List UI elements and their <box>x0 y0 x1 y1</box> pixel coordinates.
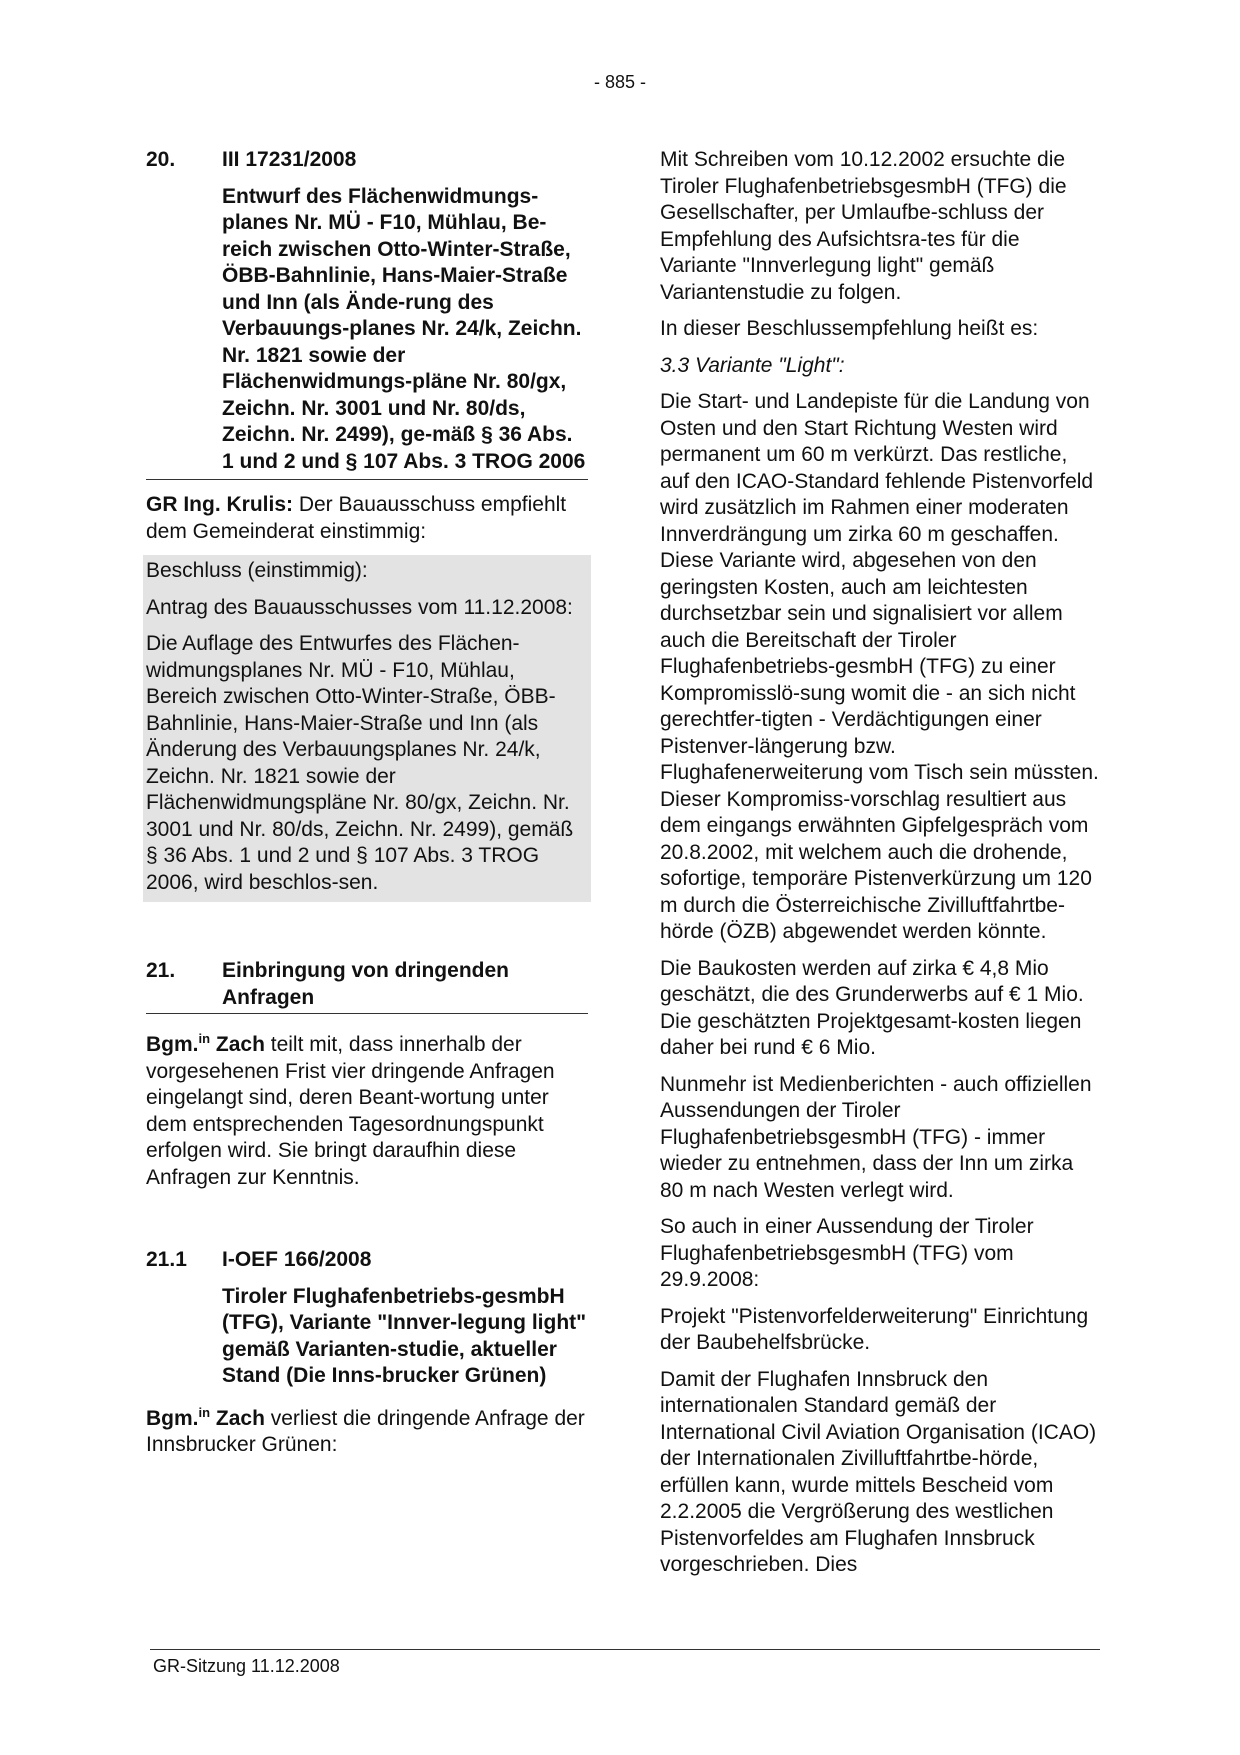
agenda-item-21 <box>146 958 588 1191</box>
agenda-item-21-1 <box>146 1247 588 1459</box>
item-20-reference: III 17231/2008 <box>222 148 357 171</box>
quote-heading: 3.3 Variante "Light": <box>660 353 845 377</box>
item-21-1-reference: I-OEF 166/2008 <box>222 1248 372 1271</box>
right-paragraph: In dieser Beschlussempfehlung heißt es: <box>660 317 1039 340</box>
item-21-1-title: Tiroler Flughafenbetriebs-gesmbH (TFG), Variante "Innver-legung light" gemäß Varianten-studie, aktueller Stand (Die Inns-brucker Grünen) <box>222 1284 587 1387</box>
item-21-title: Einbringung von dringenden Anfragen <box>222 959 509 1009</box>
agenda-item-20 <box>146 147 588 902</box>
left-column <box>146 147 588 1459</box>
item-21-body: teilt mit, dass innerhalb der vorgesehenen Frist vier dringende Anfragen eingelangt sind, deren Beant-wortung unter dem entsprechenden Tagesordnungspunkt erfolgen wird. Sie bringt daraufhin diese Anfragen zur Kenntnis. <box>146 1033 555 1189</box>
right-paragraph: So auch in einer Aussendung der Tiroler FlughafenbetriebsgesmbH (TFG) vom 29.9.2008: <box>660 1215 1034 1291</box>
item-21-1-heading <box>146 1247 588 1274</box>
item-21-1-speaker-sup: in <box>198 1404 211 1420</box>
item-21-number: 21. <box>146 959 176 982</box>
page-number: - 885 - <box>593 72 647 92</box>
item-21-text <box>146 1026 588 1191</box>
footer-rule <box>150 1649 1100 1650</box>
resolution-text: Die Auflage des Entwurfes des Flächen-widmungsplanes Nr. MÜ - F10, Mühlau, Bereich zwischen Otto-Winter-Straße, ÖBB-Bahnlinie, Hans-Maier-Straße und Inn (als Änderung des Verbauungsplanes Nr. 24/k, Zeichn. Nr. 1821 sowie der Flächenwidmungspläne Nr. 80/gx, Zeichn. Nr. 3001 und Nr. 80/ds, Zeichn. Nr. 2499), gemäß § 36 Abs. 1 und 2 und § 107 Abs. 3 TROG 2006, wird beschlos-sen. <box>146 632 574 894</box>
right-paragraph: Projekt "Pistenvorfelderweiterung" Einrichtung der Baubehelfsbrücke. <box>660 1304 1089 1354</box>
right-paragraph: Die Baukosten werden auf zirka € 4,8 Mio geschätzt, die des Grunderwerbs auf € 1 Mio. Die geschätzten Projektgesamt-kosten liegen daher bei rund € 6 Mio. <box>660 956 1084 1059</box>
item-21-1-number: 21.1 <box>146 1248 187 1271</box>
item-20-speaker-text: Der Bauausschuss empfiehlt dem Gemeinderat einstimmig: <box>146 493 567 543</box>
right-paragraph: Mit Schreiben vom 10.12.2002 ersuchte die Tiroler FlughafenbetriebsgesmbH (TFG) die Gesellschafter, per Umlaufbe-schluss der Empfehlung des Aufsichtsra-tes für die Variante "Innverlegung light" gemäß Variantenstudie zu folgen. <box>660 148 1067 304</box>
resolution-box <box>143 555 591 902</box>
right-paragraph: Damit der Flughafen Innsbruck den internationalen Standard gemäß der International Civil Aviation Organisation (ICAO) der Internationalen Zivilluftfahrtbe-hörde, erfüllen kann, wurde mittels Bescheid vom 2.2.2005 die Vergrößerung des westlichen Pistenvorfeldes am Flughafen Innsbruck vorgeschrieben. Dies <box>660 1367 1097 1576</box>
right-paragraph: Nunmehr ist Medienberichten - auch offiziellen Aussendungen der Tiroler FlughafenbetriebsgesmbH (TFG) - immer wieder zu entnehmen, dass der Inn um zirka 80 m nach Westen verlegt wird. <box>660 1072 1092 1202</box>
footer-text: GR-Sitzung 11.12.2008 <box>153 1656 340 1676</box>
item-21-1-body: verliest die dringende Anfrage der Innsbrucker Grünen: <box>146 1406 585 1456</box>
item-21-speaker-title: Bgm. <box>146 1033 199 1056</box>
item-20-title: Entwurf des Flächenwidmungs-planes Nr. MÜ - F10, Mühlau, Be-reich zwischen Otto-Winter-Straße, ÖBB-Bahnlinie, Hans-Maier-Straße und Inn (als Ände-rung des Verbauungs-planes Nr. 24/k, Zeichn. Nr. 1821 sowie der Flächenwidmungs-pläne Nr. 80/gx, Zeichn. Nr. 3001 und Nr. 80/ds, Zeichn. Nr. 2499), ge-mäß § 36 Abs. 1 und 2 und § 107 Abs. 3 TROG 2006 <box>146 184 588 481</box>
item-20-speaker: GR Ing. Krulis: <box>146 493 293 516</box>
item-21-speaker-name: Zach <box>210 1033 265 1056</box>
item-21-heading <box>146 958 588 1014</box>
item-21-1-text <box>146 1400 588 1459</box>
right-paragraph: Die Start- und Landepiste für die Landung von Osten und den Start Richtung Westen wird permanent um 60 m verkürzt. Das restliche, auf den ICAO-Standard fehlende Pistenvorfeld wird zusätzlich im Rahmen einer moderaten Innverdrängung um zirka 60 m geschaffen. Diese Variante wird, abgesehen von den geringsten Kosten, auch am leichtesten durchsetzbar sein und signalisiert vor allem auch die Bereitschaft der Tiroler Flughafenbetriebs-gesmbH (TFG) zu einer Kompromisslö-sung womit die - an sich nicht gerechtfer-tigten - Verdächtigungen einer Pistenver-längerung bzw. Flughafenerweiterung vom Tisch sein müssten. Dieser Kompromiss-vorschlag resultiert aus dem eingangs erwähnten Gipfelgespräch vom 20.8.2002, mit welchem auch die drohende, sofortige, temporäre Pistenverkürzung um 120 m durch die Österreichische Zivilluftfahrtbe-hörde (ÖZB) abgewendet werden könnte. <box>660 390 1099 943</box>
right-column <box>660 147 1100 1589</box>
motion-label: Antrag des Bauausschusses vom 11.12.2008: <box>146 595 573 619</box>
item-20-heading <box>146 147 588 174</box>
item-21-1-speaker-title: Bgm. <box>146 1406 199 1430</box>
item-20-number: 20. <box>146 148 176 171</box>
resolution-label: Beschluss (einstimmig): <box>146 559 368 582</box>
item-20-statement <box>146 492 588 545</box>
item-21-1-speaker-name: Zach <box>210 1406 265 1430</box>
item-21-speaker-sup: in <box>198 1031 211 1046</box>
